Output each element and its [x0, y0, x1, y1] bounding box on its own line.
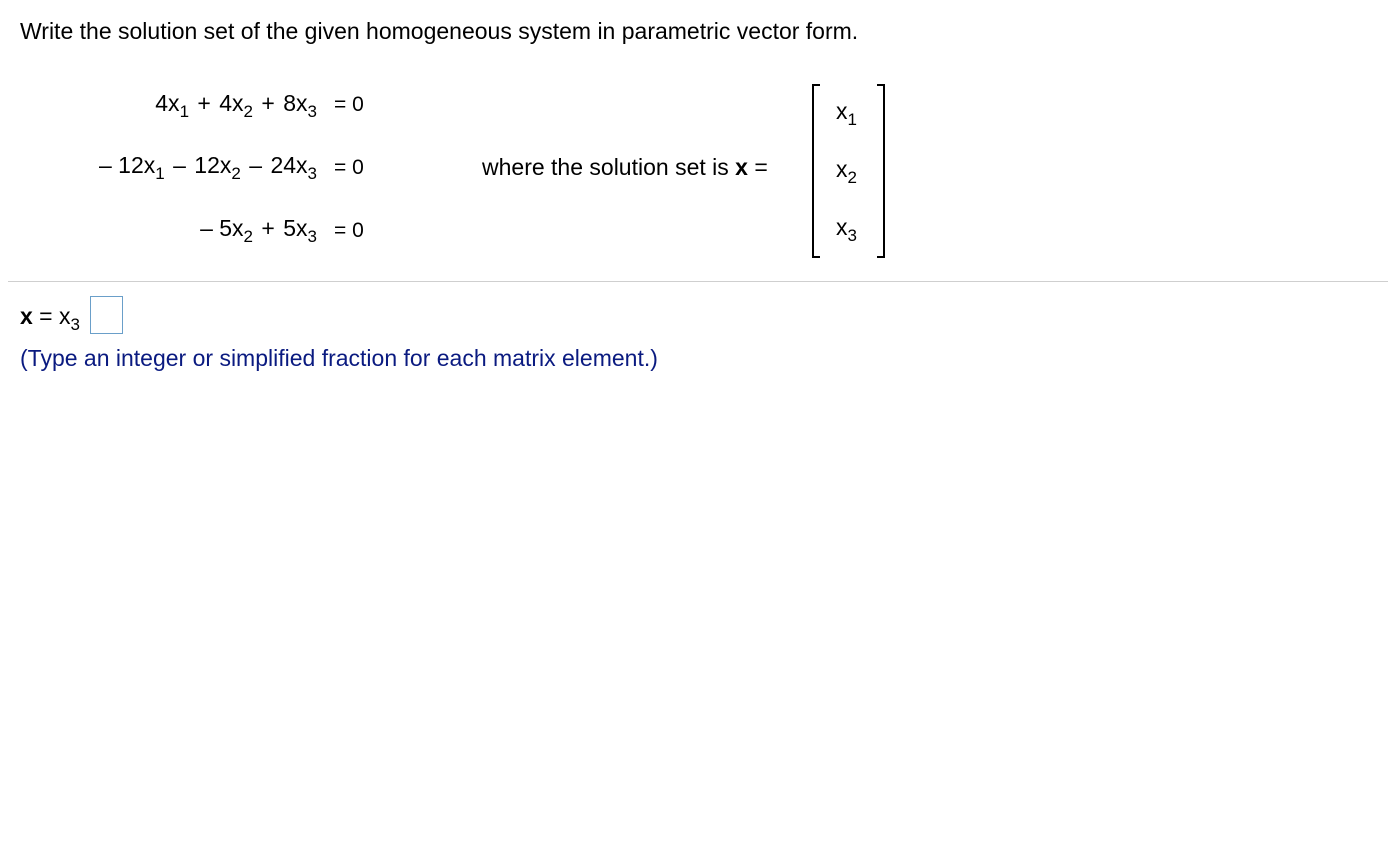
equation-2-rhs: = 0 [334, 156, 364, 179]
vector-entry-3: $x_3$ [836, 214, 857, 245]
eq2-operator-2: – [173, 152, 186, 178]
answer-vector-input[interactable] [90, 296, 123, 334]
eq2-term-2: $12x_2$ [194, 152, 241, 183]
solution-set-prefix: where the solution set is [482, 154, 736, 180]
eq1-operator-3: + [261, 90, 275, 116]
equation-1 [155, 89, 317, 121]
answer-variable: x [20, 303, 33, 329]
equation-2 [98, 151, 317, 183]
equation-3-rhs: = 0 [334, 219, 364, 242]
vector-right-bracket [877, 84, 885, 258]
answer-parameter: $x_3$ [59, 303, 80, 334]
eq3-term-3: $5x_3$ [283, 215, 317, 246]
solution-set-label [482, 153, 768, 181]
equation-1-rhs: = 0 [334, 93, 364, 116]
solution-set-equals: = [747, 154, 768, 180]
vector-entry-1: $x_1$ [836, 98, 857, 129]
eq1-term-3: $8x_3$ [283, 90, 317, 121]
vector-left-bracket [812, 84, 820, 258]
section-divider [8, 281, 1388, 282]
eq1-term-1: $4x_1$ [155, 90, 190, 121]
eq2-term-3: $24x_3$ [270, 152, 317, 183]
vector-entry-2: $x_2$ [836, 156, 857, 187]
answer-expression [20, 302, 80, 334]
eq1-operator-2: + [197, 90, 211, 116]
eq3-operator-3: + [261, 215, 275, 241]
equation-3 [200, 214, 317, 246]
eq2-term-1: – $12x_1$ [98, 152, 165, 183]
eq3-term-2: – $5x_2$ [200, 215, 254, 246]
eq1-term-2: $4x_2$ [219, 90, 254, 121]
eq2-operator-3: – [249, 152, 263, 178]
question-prompt: Write the solution set of the given homogeneous system in parametric vector form. [20, 18, 859, 44]
answer-hint: (Type an integer or simplified fraction for each matrix element.) [20, 345, 658, 371]
solution-set-variable: x [735, 154, 748, 180]
answer-equals: = [32, 303, 60, 329]
